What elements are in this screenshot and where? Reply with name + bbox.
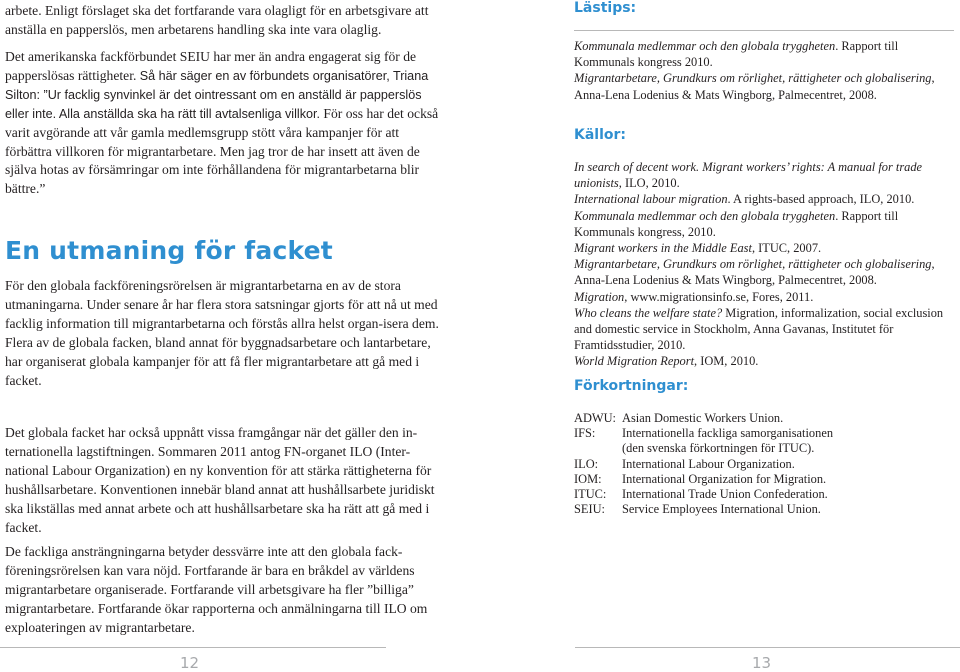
abbreviation-row (574, 502, 837, 517)
sidebar-top-rule (574, 30, 954, 31)
reading-tips-heading: Lästips: (574, 0, 637, 16)
abbreviation-key: ADWU: (574, 411, 616, 425)
page-number-right: 13 (752, 654, 772, 672)
reading-tips-list (574, 38, 954, 103)
source-title: International labour migration (574, 192, 728, 207)
reading-tip-item (574, 70, 954, 102)
source-title: Migration (574, 289, 625, 304)
source-details: . A rights-based approach, ILO, 2010. (727, 192, 915, 207)
source-item (574, 256, 954, 288)
success-paragraph: Det globala facket har också uppnått vissa framgångar när det gäller den in-ternationella lagstiftningen. Sommaren 2011 antog FN-organet ILO (Inter-national Labour Organization) en ny konvention för att stärka rättigheterna för hushållsarbetare. Konventionen innebär bland annat att hushållsarbete juridiskt ska likställas med annat arbete och att hushållsarbetare ska ha rätt att gå med i facket. (5, 425, 435, 535)
source-details: , ILO, 2010. (618, 176, 680, 191)
abbreviation-key: SEIU: (574, 502, 605, 517)
abbreviation-row (574, 487, 837, 502)
source-item (574, 208, 954, 240)
reading-tip-item (574, 38, 954, 70)
abbreviation-row (574, 411, 837, 426)
page-number-left: 12 (180, 654, 200, 672)
abbreviation-key: ILO: (574, 456, 599, 471)
abbreviation-value: International Trade Union Confederation. (622, 487, 828, 502)
reading-tip-title: Migrantarbetare, Grundkurs om rörlighet, rättigheter och globalisering (574, 71, 932, 86)
source-details: , ITUC, 2007. (751, 241, 822, 256)
source-item (574, 191, 954, 207)
abbreviation-row (574, 457, 837, 472)
source-details: . Rapport till Kommunals kongress, 2010. (574, 208, 899, 239)
abbreviations-heading: Förkortningar: (574, 378, 689, 394)
source-item (574, 289, 954, 305)
abbreviation-key: ITUC: (574, 487, 607, 502)
challenge-paragraph: För den globala fackföreningsrörelsen är migrantarbetarna en av de stora utmaningarna. Under senare år har flera stora satsningar gjorts för att nå ut med facklig information till migrantarbetarna och förstås allra helst organ-isera dem. Flera av de globala facken, bland annat för byggnadsarbetare och lantarbetare, har organiserat globala kampanjer för att få fler migrantarbetare att gå med i facket. (5, 278, 439, 388)
source-title: Kommunala medlemmar och den globala tryggheten (574, 208, 836, 223)
source-details: Migration, informalization, social exclusion and domestic service in Stockholm, Anna Gavanas, Institutet för Framtidsstudier, 2010. (574, 305, 944, 353)
source-details: , IOM, 2010. (694, 354, 759, 369)
seiu-text-4: Men jag tror de har insett att även de själva hotas av försämringar om inte förhållandena för migrantarbetarna blir bättre.” (5, 143, 420, 197)
abbreviation-key: IOM: (574, 471, 602, 486)
source-title: In search of decent work. Migrant workers’ rights: A manual for trade unionists (574, 160, 923, 191)
source-title: World Migration Report (574, 354, 695, 369)
seiu-text-3: För oss har det också varit avgörande att vår gamla medlemsgrupp stött våra kampanjer för att förbättra villkoren för migrantarbetare. (5, 105, 439, 159)
reading-tip-title: Kommunala medlemmar och den globala tryggheten (574, 39, 836, 53)
source-item (574, 353, 954, 369)
source-details: , www.migrationsinfo.se, Fores, 2011. (624, 289, 814, 304)
intro-paragraph: arbete. Enligt förslaget ska det fortfarande vara olagligt för en arbetsgivare att anställa en papperslös, men arbetarens handling ska inte vara olaglig. (5, 3, 429, 37)
source-item (574, 159, 954, 191)
source-item (574, 305, 954, 354)
footer-rule-right (575, 647, 960, 648)
abbreviation-value: Internationella fackliga samorganisationen (den svenska förkortningen för ITUC). (622, 426, 834, 456)
section-heading: En utmaning för facket (5, 236, 333, 265)
abbreviation-value: International Labour Organization. (622, 456, 795, 471)
seiu-quote: Så här säger en av förbundets organisatörer, Triana Silton: ”Ur facklig synvinkel är det ointressant om en anställd är papperslös eller inte. Alla anställda ska ha rätt till avtalsenliga villkor. (5, 68, 429, 121)
abbreviation-value: Asian Domestic Workers Union. (622, 411, 784, 425)
source-item (574, 240, 954, 256)
reading-tip-details: . Rapport till Kommunals kongress 2010. (574, 39, 899, 70)
reading-tip-details: , Anna-Lena Lodenius & Mats Wingborg, Palmecentret, 2008. (574, 71, 935, 102)
source-details: , Anna-Lena Lodenius & Mats Wingborg, Palmecentret, 2008. (574, 257, 935, 288)
abbreviation-key: IFS: (574, 426, 596, 441)
abbreviations-list (574, 411, 954, 517)
source-title: Migrant workers in the Middle East (574, 241, 752, 256)
source-title: Who cleans the welfare state? (574, 305, 723, 320)
footer-rule-left (0, 647, 386, 648)
abbreviation-row (574, 426, 837, 456)
sources-list (574, 159, 954, 370)
seiu-text-1: Det amerikanska fackförbundet SEIU har mer än andra engagerat sig för de papperslösas rättigheter. (5, 49, 417, 83)
sources-heading: Källor: (574, 127, 627, 143)
abbreviation-value: International Organization for Migration. (622, 471, 827, 486)
abbreviation-value: Service Employees International Union. (622, 502, 821, 517)
abbreviation-row (574, 472, 837, 487)
source-title: Migrantarbetare, Grundkurs om rörlighet, rättigheter och globalisering (574, 257, 932, 272)
abbreviations-table (574, 411, 837, 517)
seiu-paragraph (5, 48, 445, 199)
efforts-paragraph: De fackliga ansträngningarna betyder dessvärre inte att den globala fack-föreningsrörelsen kan vara nöjd. Fortfarande är bara en bråkdel av världens migrantarbetare organiserade. Fortfarande vill arbetsgivare ha fler ”billiga” migrantarbetare. Fortfarande ökar rapporterna och anmälningarna till ILO om exploateringen av migrantarbetare. (5, 544, 428, 635)
